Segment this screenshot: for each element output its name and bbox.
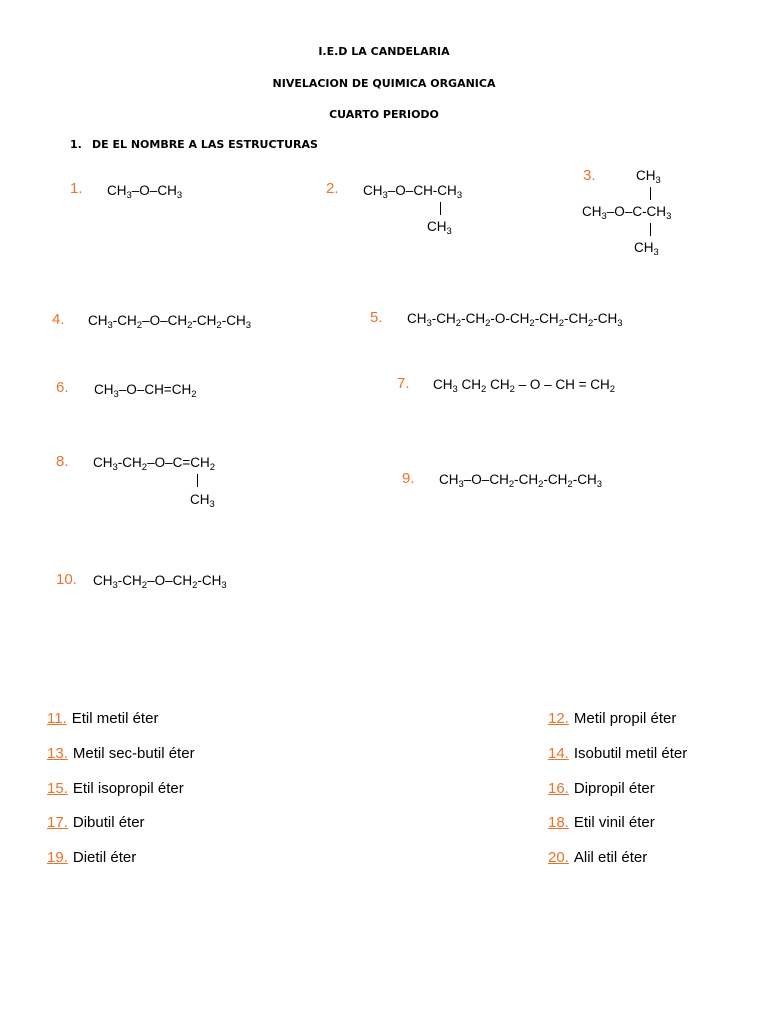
name-item-number: 15. <box>47 780 68 797</box>
structure-1-number: 1. <box>70 180 83 197</box>
name-item-text: Metil sec-butil éter <box>72 745 195 762</box>
structure-5-formula: $CH_3-CH_2-CH_2-O-CH_2-CH_2-CH_2-CH_3$ <box>407 311 623 329</box>
name-item-number: 19. <box>47 849 68 866</box>
structure-6-number: 6. <box>56 379 69 396</box>
name-item-15 <box>47 780 184 797</box>
name-item-text: Isobutil metil éter <box>573 745 688 762</box>
structure-2-number: 2. <box>326 180 339 197</box>
structure-9-formula: $CH_3-O-CH_2-CH_2-CH_2-CH_3$ <box>439 472 602 490</box>
structure-1-formula: $CH_3-O-CH_3$ <box>107 183 183 201</box>
structure-4-formula: $CH_3-CH_2-O-CH_2-CH_2-CH_3$ <box>88 313 251 331</box>
name-item-14 <box>548 745 687 762</box>
structure-8-branch: $CH_3$ <box>190 492 215 510</box>
name-item-text: Metil propil éter <box>573 710 677 727</box>
course-title: NIVELACION DE QUIMICA ORGANICA <box>272 77 496 90</box>
name-item-19 <box>47 849 136 866</box>
name-item-number: 14. <box>548 745 569 762</box>
structure-8-number: 8. <box>56 453 69 470</box>
structure-2-branch: $CH_3$ <box>427 219 452 237</box>
name-item-number: 11. <box>47 710 67 727</box>
structure-6-formula: $CH_3-O-CH=CH_2$ <box>94 382 197 400</box>
structure-7-number: 7. <box>397 375 410 392</box>
name-item-number: 13. <box>47 745 68 762</box>
name-item-number: 16. <box>548 780 569 797</box>
name-item-text: Dipropil éter <box>573 780 655 797</box>
structure-7-formula: $CH_3$ $CH_2$ $CH_2$ – O – CH = $CH_2$ <box>433 377 616 395</box>
structure-10-number: 10. <box>56 571 77 588</box>
period-title: CUARTO PERIODO <box>329 108 439 121</box>
structure-2-formula: $CH_3-O-CH-CH_3$ <box>363 183 463 201</box>
name-item-text: Etil isopropil éter <box>72 780 184 797</box>
school-title: I.E.D LA CANDELARIA <box>318 45 450 58</box>
name-item-17 <box>47 814 145 831</box>
name-item-20 <box>548 849 647 866</box>
name-item-11 <box>47 710 158 727</box>
structure-5-number: 5. <box>370 309 383 326</box>
name-item-18 <box>548 814 655 831</box>
structure-3-formula: $CH_3-O-C-CH_3$ <box>582 204 672 222</box>
question-1-text: DE EL NOMBRE A LAS ESTRUCTURAS <box>92 138 318 151</box>
name-item-number: 12. <box>548 710 569 727</box>
question-1-number: 1. <box>70 138 82 151</box>
structure-3-branch-bottom: $CH_3$ <box>634 240 659 258</box>
structure-2-bond <box>440 202 441 215</box>
structure-3-bond-top <box>650 187 651 200</box>
structure-9-number: 9. <box>402 470 415 487</box>
structure-4-number: 4. <box>52 311 65 328</box>
name-item-text: Dietil éter <box>72 849 137 866</box>
question-1 <box>70 138 318 151</box>
name-item-text: Etil metil éter <box>71 710 159 727</box>
name-item-text: Etil vinil éter <box>573 814 655 831</box>
structure-3-number: 3. <box>583 167 596 184</box>
name-item-text: Dibutil éter <box>72 814 145 831</box>
name-item-number: 18. <box>548 814 569 831</box>
name-item-16 <box>548 780 655 797</box>
structure-10-formula: $CH_3-CH_2-O-CH_2-CH_3$ <box>93 573 227 591</box>
name-item-13 <box>47 745 195 762</box>
structure-3-bond-bottom <box>650 223 651 236</box>
structure-8-bond <box>197 474 198 487</box>
name-item-number: 17. <box>47 814 68 831</box>
name-item-text: Alil etil éter <box>573 849 648 866</box>
name-item-number: 20. <box>548 849 569 866</box>
name-item-12 <box>548 710 676 727</box>
structure-3-branch-top: $CH_3$ <box>636 168 661 186</box>
structure-8-formula: $CH_3-CH_2-O-C=CH_2$ <box>93 455 216 473</box>
